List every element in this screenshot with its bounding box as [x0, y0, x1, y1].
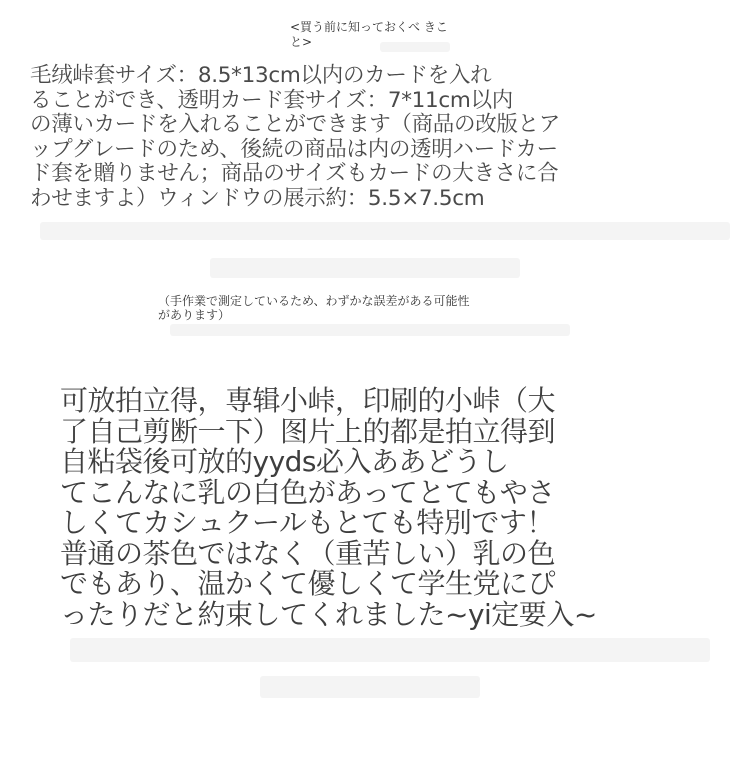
faded-text-band	[70, 638, 710, 662]
section-heading: <買う前に知っておくべ きこと>	[290, 20, 448, 49]
faded-text-band	[260, 676, 480, 698]
measurement-note: （手作業で測定しているため、わずかな誤差がある可能性 があります）	[158, 294, 470, 322]
faded-text-band	[170, 324, 570, 336]
size-description-paragraph: 毛绒峠套サイズ：8.5*13cm以内のカードを入れ ることができ、透明カード套サイズ：7*11cm以内 の薄いカードを入れることができます（商品の改版とア ップグレードのため、後続の商品は内の透明ハードカー ド套を贈りません；商品のサイズもカードの大きさに合 わせますよ）ウィンドウの展示約：5.5×7.5cm	[30, 63, 561, 211]
review-paragraph: 可放拍立得，専辑小峠，印刷的小峠（大 了自己剪断一下）图片上的都是拍立得到 自粘袋後可放的yyds必入ああどうし てこんなに乳の白色があってとてもやさ しくてカシュクールもとても特別です！ 普通の茶色ではなく（重苦しい）乳の色 でもあり、温かくて優しくて学生党にぴ ったりだと約束してくれました~yi定要入~	[60, 384, 597, 631]
faded-text-band	[40, 222, 730, 240]
faded-text-band	[210, 258, 520, 278]
